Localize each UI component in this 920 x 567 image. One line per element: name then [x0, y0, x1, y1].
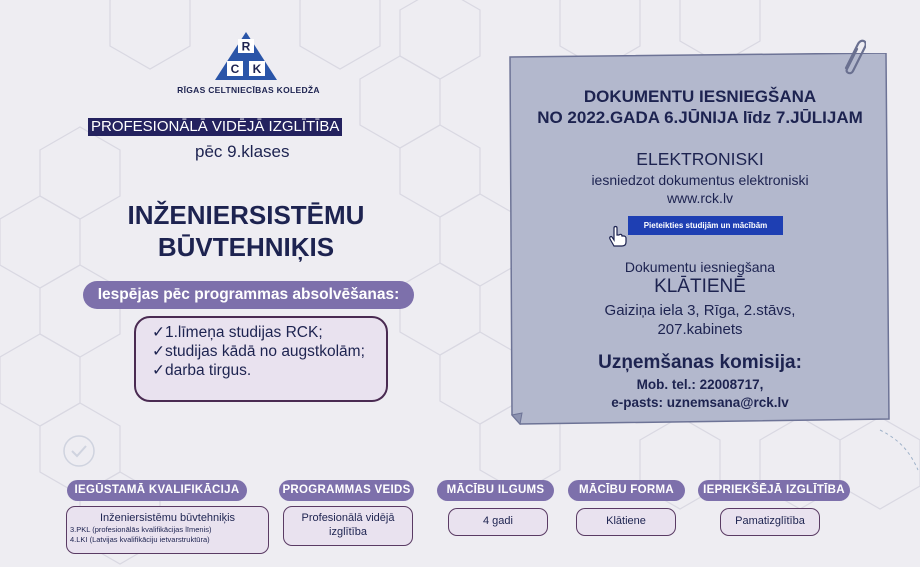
study-form-value: Klātiene	[576, 508, 676, 536]
logo-letter-c: C	[230, 62, 240, 76]
paperclip-icon	[838, 36, 866, 76]
address-line2: 207.kabinets	[657, 321, 743, 338]
electronic-description: iesniedzot dokumentus elektroniski	[591, 172, 809, 188]
qualification-label: IEGŪSTAMĀ KVALIFIKĀCIJA	[67, 480, 247, 501]
hand-pointer-icon	[606, 224, 628, 248]
education-level-banner: PROFESIONĀLĀ VIDĒJĀ IZGLĪTĪBA	[88, 118, 342, 136]
qualification-box	[66, 506, 269, 554]
logo-letter-k: K	[252, 62, 262, 76]
electronic-title: ELEKTRONISKI	[636, 149, 764, 169]
website-link[interactable]: www.rck.lv	[666, 190, 734, 206]
rck-logo	[214, 31, 278, 81]
qualification-note-pkl: 3.PKL (profesionālās kvalifikācijas līmenis)	[70, 525, 212, 534]
submission-dates: NO 2022.GADA 6.JŪNIJA līdz 7.JŪLIJAM	[537, 108, 863, 127]
in-person-label: Dokumentu iesniegšana	[624, 259, 776, 275]
program-title-line2: BŪVTEHNIĶIS	[157, 232, 335, 262]
apply-button[interactable]: Pieteikties studijām un mācībām	[628, 216, 783, 235]
after-grade-text: pēc 9.klases	[195, 142, 290, 161]
prior-education-value: Pamatizglītība	[720, 508, 820, 536]
in-person-title: KLĀTIENĒ	[654, 276, 746, 297]
commission-phone: Mob. tel.: 22008717,	[636, 377, 764, 392]
opportunity-item: ✓studijas kādā no augstkolām;	[152, 343, 365, 360]
program-title-line1: INŽENIERSISTĒMU	[127, 200, 365, 230]
commission-title: Uzņemšanas komisija:	[598, 352, 802, 373]
address-line1: Gaiziņa iela 3, Rīga, 2.stāvs,	[604, 302, 796, 319]
opportunity-item: ✓1.līmeņa studijas RCK;	[152, 324, 323, 341]
program-type-value: Profesionālā vidējā izglītība	[283, 506, 413, 546]
duration-label: MĀCĪBU ILGUMS	[437, 480, 554, 501]
opportunity-item: ✓darba tirgus.	[152, 362, 252, 379]
prior-education-label: IEPRIEKŠĒJĀ IZGLĪTĪBA	[698, 480, 850, 501]
study-form-label: MĀCĪBU FORMA	[568, 480, 685, 501]
check-circle-icon	[62, 434, 96, 468]
logo-letter-r: R	[241, 39, 251, 54]
duration-value: 4 gadi	[448, 508, 548, 536]
program-type-label: PROGRAMMAS VEIDS	[279, 480, 414, 501]
qualification-value: Inženiersistēmu būvtehniķis	[99, 512, 236, 524]
commission-email: e-pasts: uznemsana@rck.lv	[611, 395, 789, 410]
submission-heading: DOKUMENTU IESNIEGŠANA	[583, 87, 817, 106]
qualification-note-lki: 4.LKI (Latvijas kvalifikāciju ietvarstruktūra)	[70, 535, 210, 544]
college-name: RĪGAS CELTNIECĪBAS KOLEDŽA	[177, 85, 320, 95]
opportunities-list	[134, 316, 388, 402]
opportunities-heading: Iespējas pēc programmas absolvēšanas:	[83, 281, 414, 309]
